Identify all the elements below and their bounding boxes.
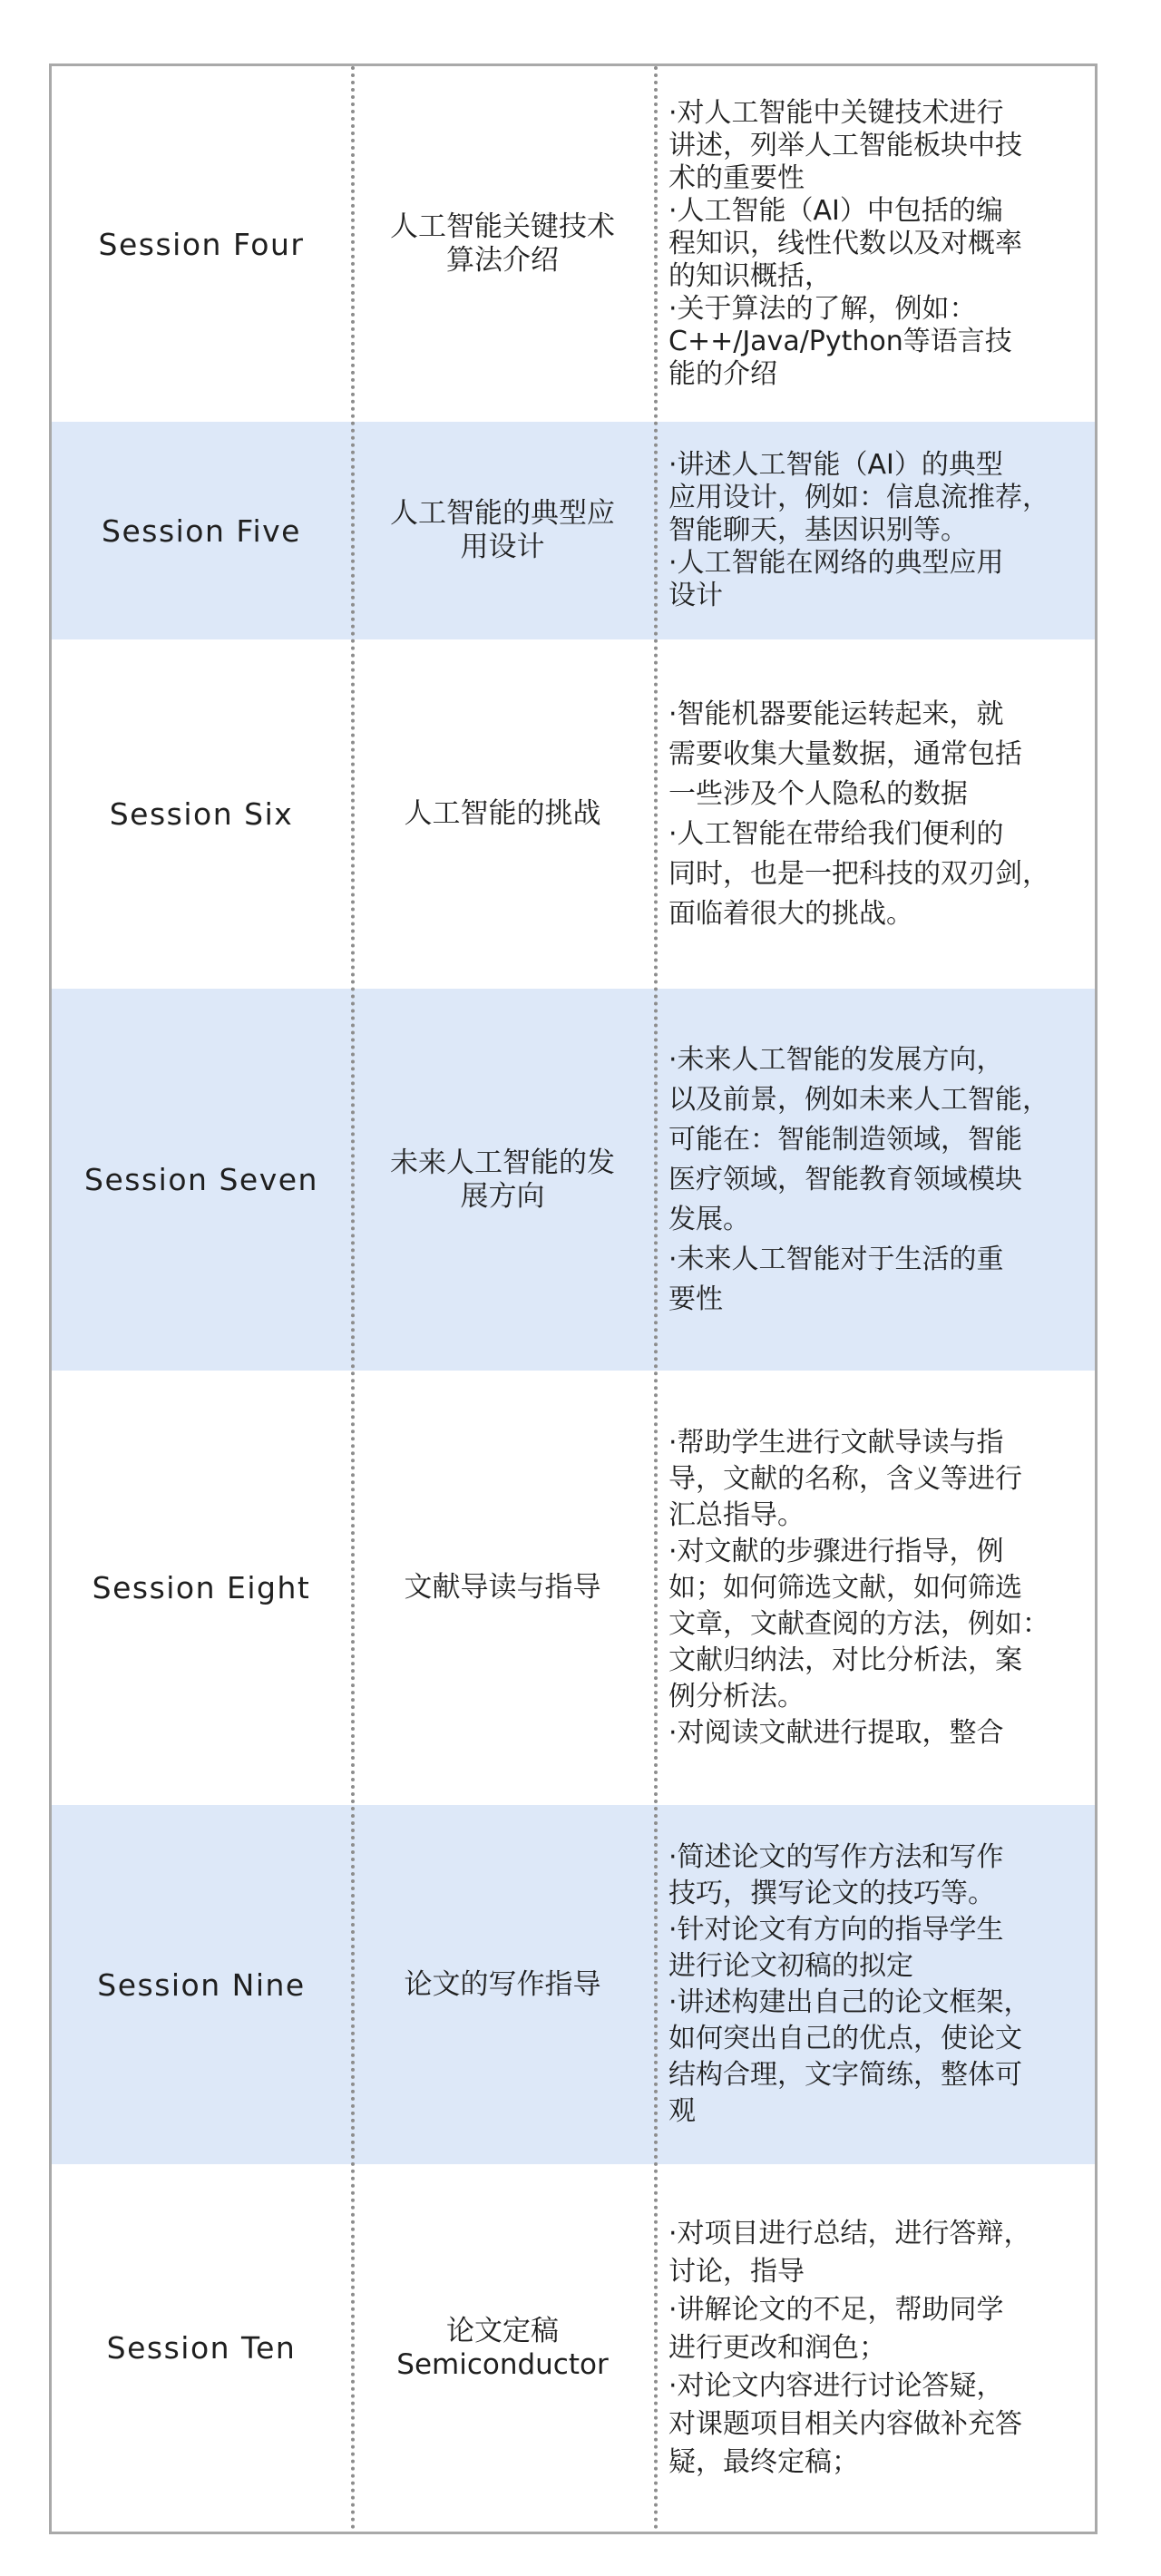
table-row: [52, 989, 1095, 1371]
table-row: [52, 1805, 1095, 2164]
column-divider: [654, 66, 658, 2532]
table-row: [52, 66, 1095, 422]
session-content: ·智能机器要能运转起来，就 需要收集大量数据，通常包括 一些涉及个人隐私的数据 ·人工智能在带给我们便利的 同时，也是一把科技的双刃剑， 面临着很大的挑战。: [668, 698, 1049, 930]
session-content: ·未来人工智能的发展方向， 以及前景，例如未来人工智能， 可能在：智能制造领域，智能 医疗领域，智能教育领域模块 发展。 ·未来人工智能对于生活的重 要性: [668, 1043, 1049, 1315]
table-row: [52, 1371, 1095, 1805]
session-name: Session Ten: [106, 2330, 297, 2366]
table-row: [52, 639, 1095, 989]
table-row: [52, 2164, 1095, 2532]
table-row: [52, 422, 1095, 639]
column-divider: [351, 66, 355, 2532]
session-name: Session Four: [98, 226, 305, 262]
session-name: Session Nine: [97, 1966, 306, 2003]
session-content: ·简述论文的写作方法和写作 技巧，撰写论文的技巧等。 ·针对论文有方向的指导学生 进行论文初稿的拟定 ·讲述构建出自己的论文框架， 如何突出自己的优点，使论文 结构合理，文字简练，整体可 观: [668, 1841, 1031, 2127]
session-topic: 人工智能的典型应 用设计: [390, 497, 615, 563]
session-name: Session Six: [109, 796, 294, 832]
session-topic: 人工智能的挑战: [404, 797, 601, 830]
session-content: ·帮助学生进行文献导读与指 导，文献的名称，含义等进行 汇总指导。 ·对文献的步骤进行指导，例 如；如何筛选文献，如何筛选 文章，文献查阅的方法，例如： 文献归纳法，对比分析法，案 例分析法。 ·对阅读文献进行提取，整合: [668, 1426, 1049, 1749]
session-name: Session Seven: [84, 1162, 318, 1197]
session-content: ·对项目进行总结，进行答辩， 讨论，指导 ·讲解论文的不足，帮助同学 进行更改和润色； ·对论文内容进行讨论答疑， 对课题项目相关内容做补充答 疑，最终定稿；: [668, 2217, 1031, 2478]
session-content: ·对人工智能中关键技术进行 讲述，列举人工智能板块中技 术的重要性 ·人工智能（AI）中包括的编 程知识，线性代数以及对概率 的知识概括， ·关于算法的了解，例如： C++/Java/Python等语言技 能的介绍: [668, 97, 1022, 390]
session-topic: 未来人工智能的发 展方向: [390, 1146, 615, 1213]
curriculum-table: [49, 63, 1098, 2534]
session-topic: 论文的写作指导: [404, 1967, 601, 2001]
session-name: Session Five: [102, 512, 301, 549]
session-topic: 论文定稿 Semiconductor: [396, 2314, 609, 2381]
session-content: ·讲述人工智能（AI）的典型 应用设计，例如：信息流推荐， 智能聊天，基因识别等。 ·人工智能在网络的典型应用 设计: [668, 449, 1049, 611]
session-topic: 人工智能关键技术 算法介绍: [390, 210, 615, 277]
session-name: Session Eight: [92, 1570, 311, 1605]
session-topic: 文献导读与指导: [404, 1571, 601, 1604]
